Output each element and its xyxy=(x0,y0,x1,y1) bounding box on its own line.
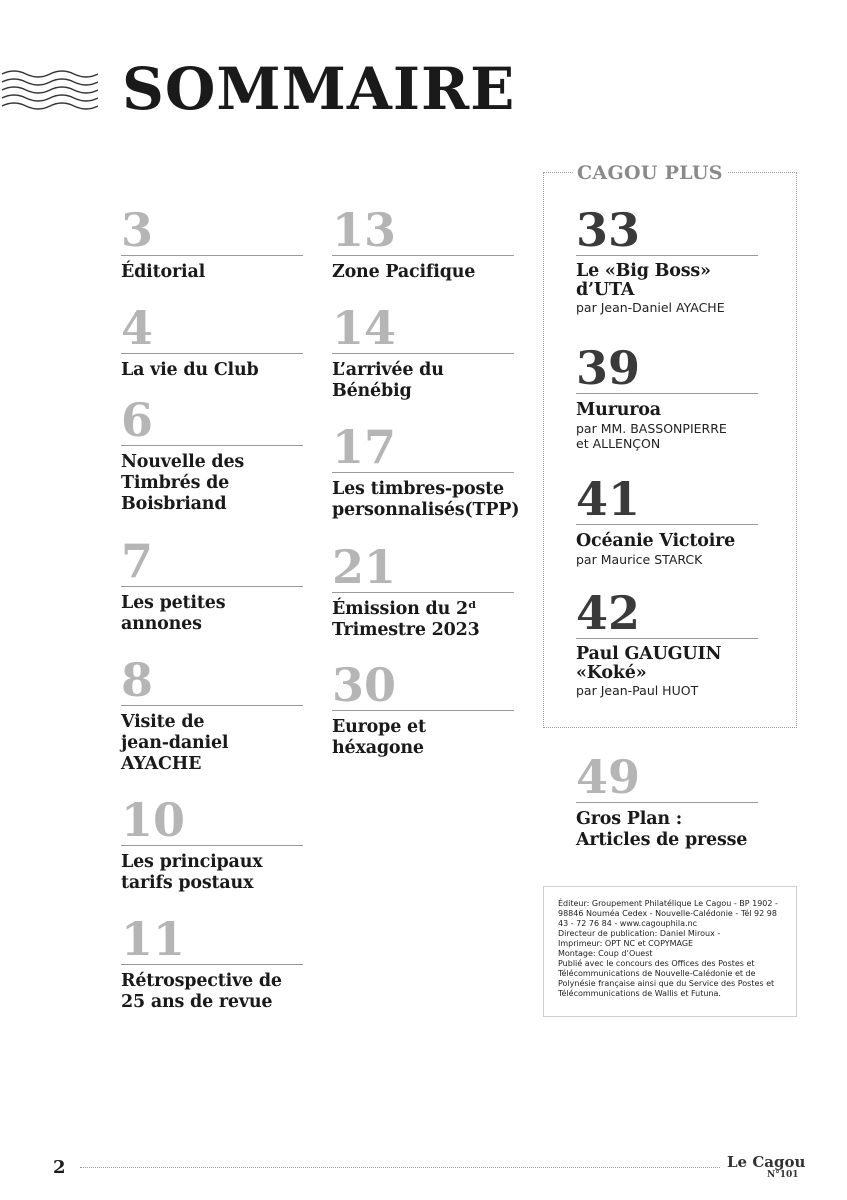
toc-entry[interactable] xyxy=(332,301,514,402)
toc-entry[interactable] xyxy=(576,586,758,698)
entry-title: Mururoa xyxy=(576,400,661,420)
page-number: 39 xyxy=(576,341,641,395)
postmark-waves-icon xyxy=(0,66,98,114)
toc-entry[interactable] xyxy=(576,472,758,567)
page-number: 17 xyxy=(332,420,397,474)
page-number: 3 xyxy=(121,203,154,257)
entry-title: Les principaux tarifs postaux xyxy=(121,852,263,893)
page-number: 21 xyxy=(332,540,397,594)
page-number: 7 xyxy=(121,534,154,588)
page-number: 42 xyxy=(576,586,641,640)
page-number: 8 xyxy=(121,653,154,707)
divider xyxy=(723,172,797,173)
page-number-footer: 2 xyxy=(53,1157,66,1178)
entry-title: Gros Plan : Articles de presse xyxy=(576,809,748,850)
entry-title: Europe et héxagone xyxy=(332,717,426,758)
toc-entry[interactable] xyxy=(576,203,758,315)
page-number: 30 xyxy=(332,658,397,712)
entry-author: par MM. BASSONPIERRE et ALLENÇON xyxy=(576,421,727,451)
toc-entry[interactable] xyxy=(121,653,303,775)
toc-entry[interactable] xyxy=(121,203,303,283)
toc-entry[interactable] xyxy=(332,203,514,283)
divider xyxy=(543,172,573,173)
page-number: 4 xyxy=(121,301,154,355)
entry-title: Éditorial xyxy=(121,262,206,282)
toc-entry[interactable] xyxy=(332,420,520,521)
section-label: CAGOU PLUS xyxy=(573,160,727,186)
entry-title: Émission du 2ᵈ Trimestre 2023 xyxy=(332,599,480,640)
cagou-plus-header xyxy=(543,160,797,186)
page-number: 6 xyxy=(121,393,154,447)
entry-title: Visite de jean-daniel AYACHE xyxy=(121,712,229,774)
entry-title: L’arrivée du Bénébig xyxy=(332,360,444,401)
toc-entry[interactable] xyxy=(332,540,514,641)
page-number: 14 xyxy=(332,301,397,355)
page-number: 49 xyxy=(576,750,641,804)
entry-title: La vie du Club xyxy=(121,360,259,380)
toc-entry[interactable] xyxy=(576,750,758,851)
page-number: 10 xyxy=(121,793,186,847)
entry-author: par Jean-Daniel AYACHE xyxy=(576,300,725,315)
entry-title: Paul GAUGUIN «Koké» xyxy=(576,644,722,683)
toc-entry[interactable] xyxy=(121,301,303,381)
toc-entry[interactable] xyxy=(121,534,303,635)
entry-author: par Maurice STARCK xyxy=(576,552,703,567)
entry-title: Nouvelle des Timbrés de Boisbriand xyxy=(121,452,245,514)
page-number: 13 xyxy=(332,203,397,257)
entry-title: Le «Big Boss» d’UTA xyxy=(576,261,711,300)
page-title: SOMMAIRE xyxy=(122,55,516,123)
entry-title: Océanie Victoire xyxy=(576,531,736,551)
toc-entry[interactable] xyxy=(576,341,758,451)
page-number: 33 xyxy=(576,203,641,257)
credits-box xyxy=(543,886,797,1017)
entry-title: Zone Pacifique xyxy=(332,262,476,282)
page-number: 41 xyxy=(576,472,641,526)
page-number: 11 xyxy=(121,912,186,966)
credits-text: Éditeur: Groupement Philatélique Le Cagou - BP 1902 - 98846 Nouméa Cedex - Nouvelle-Calédonie - Tél 92 98 43 - 72 76 84 - www.cagouphila.nc Directeur de publication: Daniel Miroux - Imprimeur: OPT NC et COPYMAGE Montage: Coup d’Ouest Publié avec le concours des Offices des Postes et Télécommunications de Nouvelle-Calédonie et de Polynésie française ainsi que du Service des Postes et Télécommunications de Wallis et Futuna. xyxy=(558,899,778,998)
entry-author: par Jean-Paul HUOT xyxy=(576,683,699,698)
issue-number: N°101 xyxy=(767,1170,799,1180)
entry-title: Rétrospective de 25 ans de revue xyxy=(121,971,282,1012)
toc-entry[interactable] xyxy=(121,912,303,1013)
footer-divider xyxy=(80,1167,720,1168)
toc-entry[interactable] xyxy=(332,658,514,759)
toc-entry[interactable] xyxy=(121,793,303,894)
toc-entry[interactable] xyxy=(121,393,303,515)
magazine-logo: Le Cagou xyxy=(727,1153,806,1171)
entry-title: Les petites annones xyxy=(121,593,226,634)
entry-title: Les timbres-poste personnalisés(TPP) xyxy=(332,479,520,520)
